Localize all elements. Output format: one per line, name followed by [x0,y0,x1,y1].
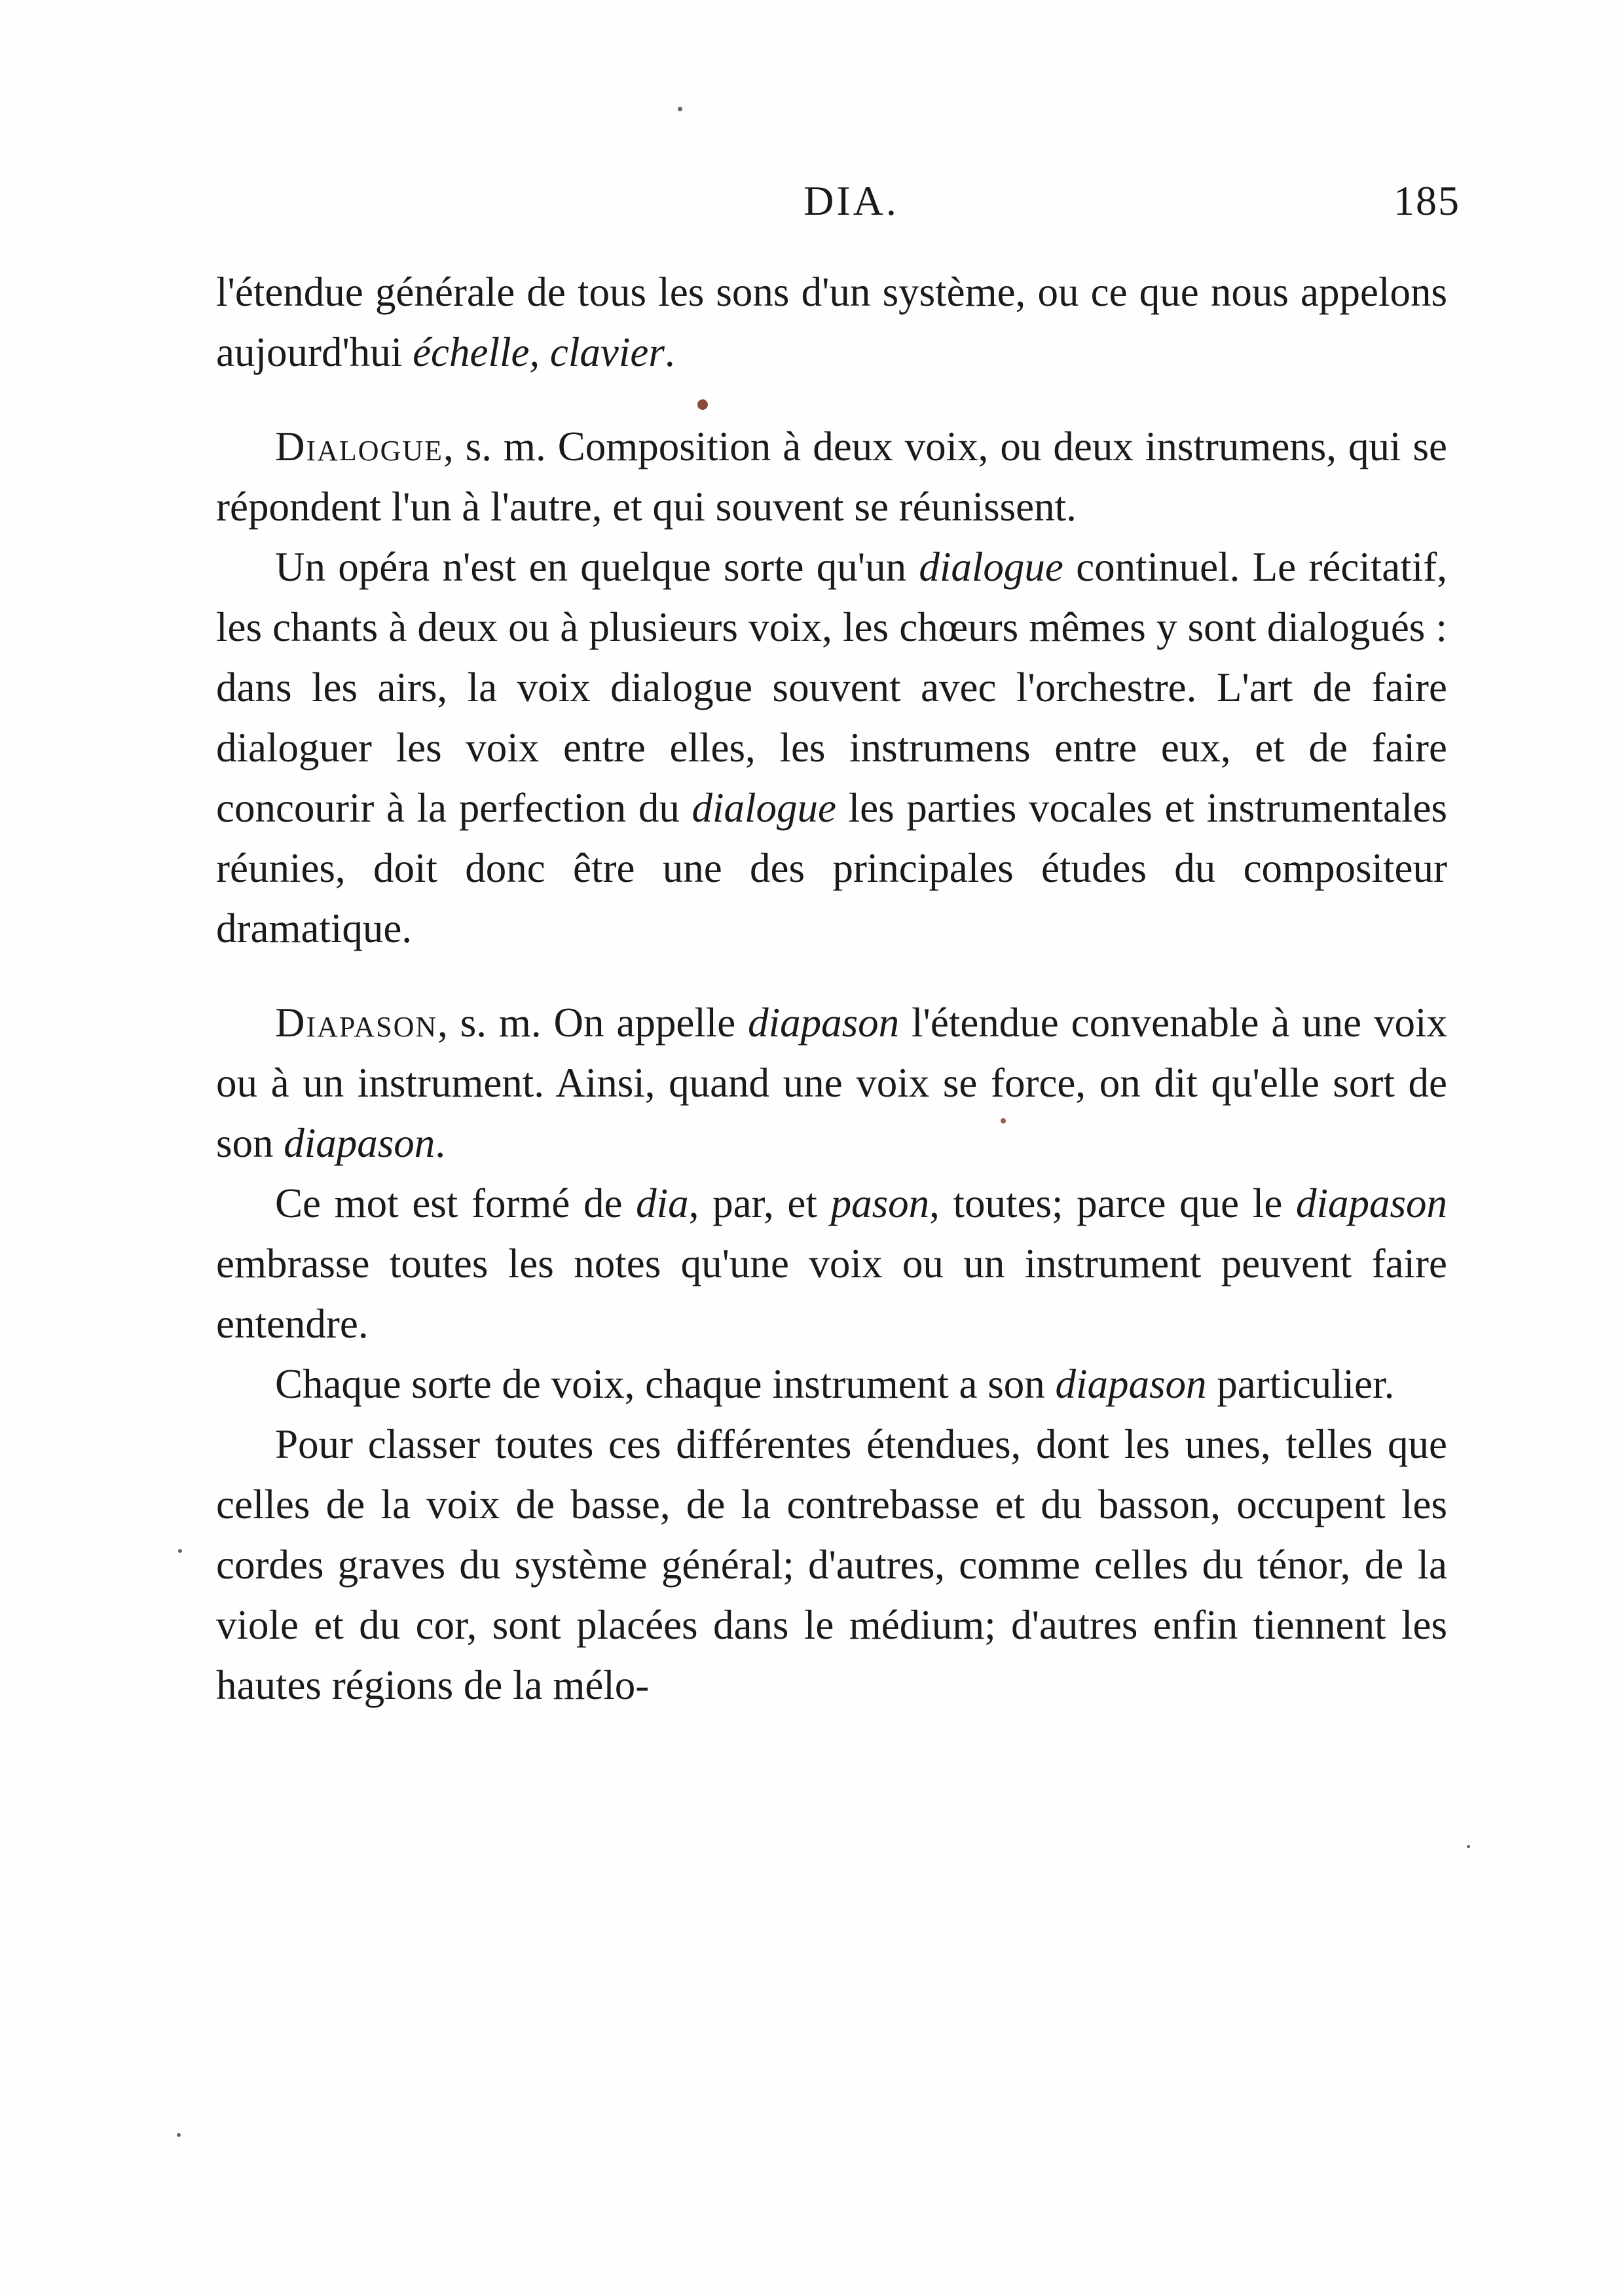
ink-speck [1467,1845,1470,1848]
ink-speck [678,107,682,111]
text-run: , s. m. Composition à deux voix, ou deux instrumens, qui se répondent l'un à l'autre, et qui souvent se réunissent. [216,424,1447,530]
paragraph-diapason-classification [216,1414,1447,1715]
text-run: Chaque sorte de voix, chaque instrument a son [275,1361,1056,1407]
italic-run: diapason [1055,1361,1207,1407]
paragraph-diapason-particular [216,1354,1447,1414]
paragraph-continuation [216,262,1447,382]
italic-run: pason [830,1180,930,1226]
text-run: l'étendue générale de tous les sons d'un système, ou ce que nous appelons aujourd'hui [216,269,1447,375]
ink-speck [177,2133,181,2137]
text-run: l'étendue convenable à une voix ou à un instrument. Ainsi, quand une voix se force, on dit qu'elle sort de son [216,1000,1447,1166]
text-run: particulier. [1206,1361,1395,1407]
entry-headword: Dialogue [275,424,444,469]
text-run: Pour classer toutes ces différentes étendues, dont les unes, telles que celles de la voix de basse, de la contrebasse et du basson, occupent les cordes graves du système général; d'autres, comme celles du ténor, de la viole et du cor, sont placées dans le médium; d'autres enfin tiennent les hautes régions de la mélo- [216,1421,1447,1708]
text-run: , par, et [688,1180,831,1226]
italic-run: diapason [1295,1180,1447,1226]
italic-run: diapason [284,1120,435,1166]
text-run: continuel. Le récitatif, les chants à deux ou à plusieurs voix, les chœurs mêmes y sont dialogués : dans les airs, la voix dialogue souvent avec l'orchestre. L'art de faire dialoguer les voix entre elles, les instrumens entre eux, et de faire concourir à la perfection du [216,544,1447,831]
text-run: . [435,1120,446,1166]
italic-run: dia [636,1180,689,1226]
running-head-title: DIA. [803,177,899,224]
italic-run: échelle, clavier [413,329,665,375]
italic-run: dialogue [919,544,1063,590]
running-head [216,177,1460,249]
text-run: les parties vocales et instrumentales réunies, doit donc être une des principales études du compositeur dramatique. [216,785,1448,951]
text-run: embrasse toutes les notes qu'une voix ou un instrument peuvent faire entendre. [216,1241,1447,1347]
entry-dialogue [216,416,1447,537]
text-run: Un opéra n'est en quelque sorte qu'un [275,544,919,590]
body-text [216,262,1447,1715]
page-number: 185 [1393,177,1460,224]
text-run: , toutes; parce que le [929,1180,1296,1226]
paragraph-diapason-etymology [216,1173,1447,1354]
italic-run: diapason [748,1000,900,1046]
italic-run: dialogue [692,785,836,831]
entry-diapason [216,993,1447,1173]
text-run: Ce mot est formé de [275,1180,637,1226]
text-run: , s. m. On appelle [437,1000,748,1046]
paragraph-dialogue-body [216,537,1447,958]
text-run: . [664,329,675,375]
entry-headword: Diapason [275,1000,438,1046]
ink-speck [178,1549,182,1553]
